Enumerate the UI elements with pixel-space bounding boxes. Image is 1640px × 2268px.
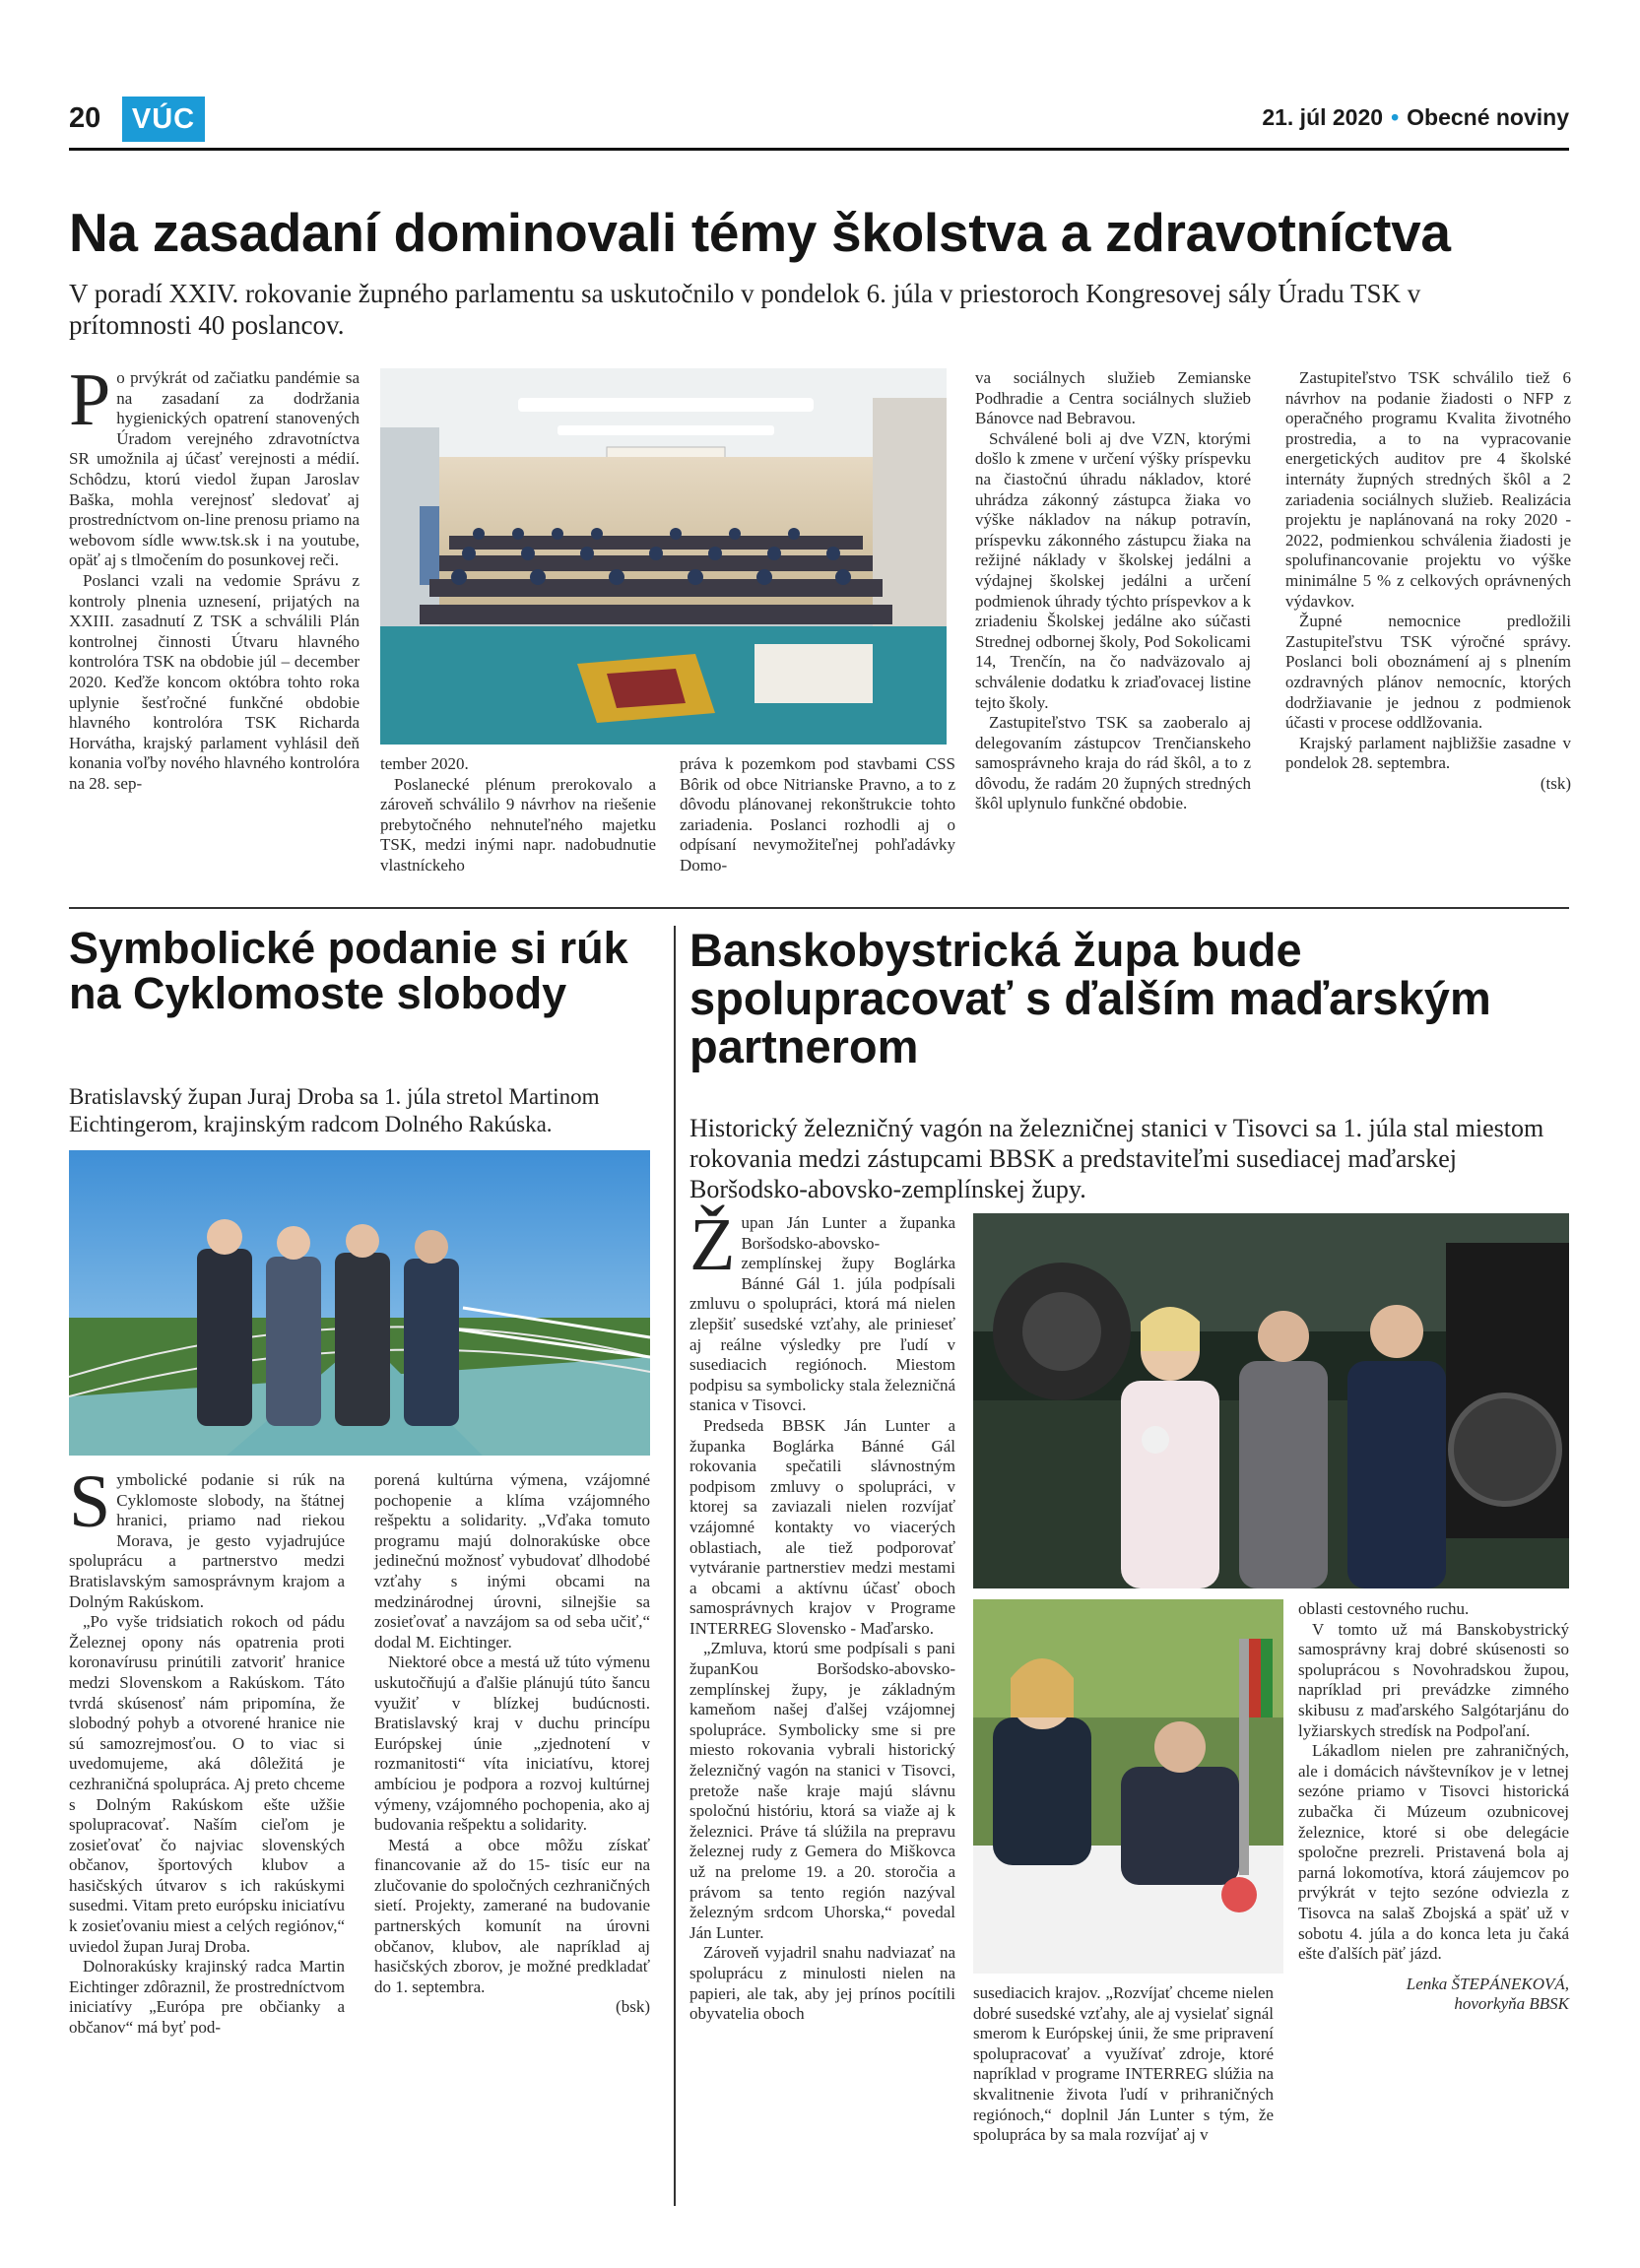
paragraph: upan Ján Lunter a županka Boršodsko-abovsko-zemplínskej župy Boglárka Bánné Gál 1. júla podpísali zmluvu o spolupráci, ktorá má nielen zlepšiť susedské vzťahy, ale prinieseť aj reálne výsledky pre ľudí v susediacich regiónoch. Miestom podpisu sa symbolicky stala železničná stanica v Tisovci. xyxy=(689,1213,955,1415)
article1-column-1 xyxy=(69,358,360,794)
dropcap: S xyxy=(69,1460,111,1543)
paragraph: Schválené boli aj dve VZN, ktorými došlo k zmene v určení výšky príspevku na čiastočnú úhradu nákladov, ktoré uhrádza zákonný zástupca žiaka vo výške nákladov na nákup potravín, príspevku zákonného zástupcu žiaka na režijné náklady v školskej jedálni a výdajnej školskej jedálni a určení podmienok úhrady týchto príspevkov a k zriadeniu Školskej jedálne ako súčasti Strednej odbornej školy, Pod Sokolicami 14, Trenčín, na čo nadväzovalo aj schválenie dodatku k zriaďovacej listine tejto školy. xyxy=(975,428,1251,712)
article1-headline: Na zasadaní dominovali témy školstva a zdravotníctva xyxy=(69,202,1451,263)
article3-column-2 xyxy=(973,1983,1274,2146)
paragraph: va sociálnych služieb Zemianske Podhradie a Centra sociálnych služieb Bánovce nad Bebravou. xyxy=(975,368,1251,428)
article3-column-1 xyxy=(689,1203,955,2025)
signing-ceremony-photo xyxy=(973,1599,1283,1974)
paragraph: Poslanecké plénum prerokovalo a zároveň schválilo 9 návrhov na riešenie prebytočného nehnuteľného majetku TSK, medzi inými napr. nadobudnutie vlastníckeho xyxy=(380,774,656,875)
dropcap: Ž xyxy=(689,1203,736,1286)
signature: (bsk) xyxy=(616,1997,650,2017)
article3-column-3 xyxy=(1298,1599,1569,2015)
article3-headline: Banskobystrická župa bude spolupracovať s ďalším maďarským partnerom xyxy=(689,924,1491,1072)
issue-date: 21. júl 2020 xyxy=(1262,104,1384,130)
header-rule xyxy=(69,148,1569,151)
dropcap: P xyxy=(69,358,111,441)
paragraph: Niektoré obce a mestá už túto výmenu uskutočňujú a ďalšie plánujú túto šancu využiť v blízkej budúcnosti. Bratislavský kraj v duchu princípu Európskej únie „zjednotení v rozmanitosti“ víta iniciatívu, ktorej ambíciou je podpora a rozvoj kultúrnej výmeny, vzájomného pochopenia, ako aj budovania rešpektu a solidarity. xyxy=(374,1652,650,1835)
paragraph: V tomto už má Banskobystrický samosprávny kraj dobré skúsenosti so spoluprácou s Novohradskou župou, napríklad pri prevádzke zimného skibusu z maďarského Salgótarjánu do lyžiarskych stredísk na Podpoľaní. xyxy=(1298,1619,1569,1740)
separator-dot: • xyxy=(1391,104,1400,130)
paragraph: „Zmluva, ktorú sme podpísali s pani županKou Boršodsko-abovsko-zemplínskej župy, je základným kameňom našej ďalšej vzájomnej spolupráce. Symbolicky sme si pre miesto rokovania vybrali historický železničný vagón na stanici v Tisovci, pretože naše kraje majú slávnu spoločnú históriu, ktorá sa viaže aj k železnici. Práve tá slúžila na prepravu železnej rudy z Gemera do Miškovca už na prelome 19. a 20. storočia a právom sa tento región nazýval železným srdcom Uhorska,“ povedal Ján Lunter. xyxy=(689,1639,955,1942)
paragraph: Zastupiteľstvo TSK sa zaoberalo aj delegovaním zástupcov Trenčianskeho samosprávneho kraja do rád škôl, a to z dôvodu, že radám 20 župných stredných škôl uplynulo funkčné obdobie. xyxy=(975,713,1251,813)
signature: (tsk) xyxy=(1540,773,1571,793)
newspaper-name: Obecné noviny xyxy=(1407,104,1569,130)
paragraph: susediacich krajov. „Rozvíjať chceme nielen dobré susedské vzťahy, ale aj vysielať signál smerom k Európskej únii, že sme pripravení spolupracovať a využívať zdroje, ktoré napríklad v programe INTERREG slúžia na skvalitnenie života ľudí v prihraničných regiónoch,“ doplnil Ján Lunter s tým, že spolupráca by sa mala rozvíjať aj v xyxy=(973,1983,1274,2145)
article2-column-1 xyxy=(69,1460,345,2039)
paragraph: oblasti cestovného ruchu. xyxy=(1298,1599,1470,1618)
paragraph: Krajský parlament najbližšie zasadne v pondelok 28. septembra. xyxy=(1285,733,1571,773)
bridge-handshake-photo xyxy=(69,1150,650,1456)
paragraph: ymbolické podanie si rúk na Cyklomoste slobody, na štátnej hranici, priamo nad riekou Morava, je gesto vyjadrujúce spoluprácu a partnerstvo medzi Bratislavským samosprávnym krajom a Dolným Rakúskom. xyxy=(69,1470,345,1611)
paragraph: o prvýkrát od začiatku pandémie sa na zasadaní za dodržania hygienických opatrení stanovených Úradom verejného zdravotníctva SR umožnila aj účasť verejnosti a médií. Schôdzu, ktorú viedol župan Jaroslav Baška, mohla verejnosť sledovať aj prostredníctvom on-line prenosu priamo na webovom sídle www.tsk.sk i na youtube, opäť aj s tlmočením do posunkovej reči. xyxy=(69,368,360,570)
article1-column-3 xyxy=(680,754,955,876)
paragraph: Dolnorakúsky krajinský radca Martin Eichtinger zdôraznil, že prostredníctvom iniciatívy „Európa pre občianky a občanov“ má byť pod- xyxy=(69,1957,345,2038)
article2-column-2 xyxy=(374,1470,650,2018)
article3-lead: Historický železničný vagón na železničnej stanici v Tisovci sa 1. júla stal miestom rokovania medzi zástupcami BBSK a predstaviteľmi susediacej maďarskej Boršodsko-abovsko-zemplínskej župy. xyxy=(689,1114,1544,1203)
paragraph: Župné nemocnice predložili Zastupiteľstvu TSK výročné správy. Poslanci boli oboznámení aj s plnením ozdravných plánov nemocníc, ktorých dodržiavanie je jednou z podmienok účasti v procese oddlžovania. xyxy=(1285,612,1571,733)
paragraph: Poslanci vzali na vedomie Správu z kontroly plnenia uznesení, prijatých na XXIII. zasadnutí Z TSK a schválili Plán kontrolnej činnosti Útvaru hlavného kontrolóra TSK na obdobie júl – december 2020. Keďže koncom októbra tohto roka uplynie šesťročné funkčné obdobie hlavného kontrolóra TSK Richarda Horvátha, krajský parlament vyhlásil deň konania voľby nového hlavného kontrolóra na 28. sep- xyxy=(69,570,360,793)
signature-name: Lenka ŠTEPÁNEKOVÁ, xyxy=(1406,1974,1569,1993)
paragraph: Zastupiteľstvo TSK schválilo tiež 6 návrhov na podanie žiadosti o NFP z operačného programu Kvalita životného prostredia, a to na vypracovanie energetických auditov pre 4 školské internáty župných stredných škôl a 2 zariadenia sociálnych služieb. Realizácia projektu je naplánovaná na roky 2020 - 2022, podmienkou schválenia žiadosti je spolufinancovanie projektu vo výške minimálne 5 % z celkových oprávnených výdavkov. xyxy=(1285,368,1571,611)
section-tag: VÚC xyxy=(122,97,205,142)
paragraph: Lákadlom nielen pre zahraničných, ale i domácich návštevníkov je v letnej sezóne priamo v Tisovci historická zubačka či Múzeum ozubnicovej železnice, ktoré si obe delegácie spoločne prezreli. Pristavená bola aj parná lokomotíva, ktorá záujemcov po prvýkrát v tejto sezóne odviezla z Tisovca na salaš Zbojská a späť už v sobotu 4. júla a do konca leta ju čaká ešte ďalších päť jázd. xyxy=(1298,1741,1569,1964)
paragraph: tember 2020. xyxy=(380,754,469,773)
locomotive-meeting-photo xyxy=(973,1213,1569,1588)
article1-column-5 xyxy=(1285,368,1571,794)
article2-lead: Bratislavský župan Juraj Droba sa 1. júla stretol Martinom Eichtingerom, krajinským radcom Dolného Rakúska. xyxy=(69,1084,600,1136)
paragraph: práva k pozemkom pod stavbami CSS Bôrik od obce Nitrianske Pravno, a to z dôvodu plánovanej rekonštrukcie tohto zariadenia. Poslanci rozhodli aj o odpísaní nevymožiteľnej pohľadávky Domo- xyxy=(680,754,955,875)
article1-column-2 xyxy=(380,754,656,876)
assembly-hall-photo xyxy=(380,368,947,745)
paragraph: Mestá a obce môžu získať financovanie až do 15- tisíc eur na zlučovanie do spoločných cezhraničných sietí. Projekty, zamerané na budovanie partnerských komunít na úrovni občanov, klubov, ale napríklad aj hasičských zborov, je možné predkladať do 1. septembra. xyxy=(374,1835,650,1996)
paragraph: Zároveň vyjadril snahu nadviazať na spoluprácu z minulosti nielen na papieri, ale tak, aby jej prínos pocítili obyvatelia oboch xyxy=(689,1943,955,2024)
paragraph: porená kultúrna výmena, vzájomné pochopenie a klíma vzájomného rešpektu a solidarity. „Vďaka tomuto programu majú dolnorakúske obce jedinečnú možnosť vybudovať dlhodobé vzťahy s inými obcami na medzinárodnej úrovni, silnejšie sa zosieťovať a navzájom sa od seba učiť,“ dodal M. Eichtinger. xyxy=(374,1470,650,1652)
article1-lead: V poradí XXIV. rokovanie župného parlamentu sa uskutočnilo v pondelok 6. júla v priestoroch Kongresovej sály Úradu TSK v prítomnosti 40 poslancov. xyxy=(69,279,1421,340)
paragraph: „Po vyše tridsiatich rokoch od pádu Železnej opony nás opatrenia proti koronavírusu prinútili zatvoriť hranice medzi Slovenskom a Rakúskom. Táto tvrdá skúsenosť nám pripomína, že slobodný pohyb a otvorené hranice nie sú samozrejmosťou. O to viac si uvedomujeme, aká dôležitá je cezhraničná spolupráca. Aj preto chceme s Dolným Rakúskom ešte užšie spolupracovať. Naším cieľom je zosieťovať čo najviac slovenských občanov, športových klubov a hasičských útvarov s ich rakúskymi susedmi. Vitam preto európsku iniciatívu k zosieťovaniu miest a celých regiónov,“ uviedol župan Juraj Droba. xyxy=(69,1612,345,1956)
article1-column-4 xyxy=(975,368,1251,814)
issue-info xyxy=(1262,104,1569,131)
signature-role: hovorkyňa BBSK xyxy=(1454,1994,1569,2014)
page-number: 20 xyxy=(69,102,101,134)
paragraph: Predseda BBSK Ján Lunter a županka Boglárka Bánné Gál rokovania spečatili slávnostným podpisom zmluvy o spolupráci, v ktorej sa zaviazali nielen rozvíjať vzájomné kontakty vo viacerých oblastiach, ale tiež podporovať vytváranie partnerstiev medzi mestami a obcami a aktívnu účasť oboch samosprávnych krajov v Programe INTERREG Slovensko - Maďarsko. xyxy=(689,1415,955,1638)
section-divider xyxy=(69,907,1569,909)
article2-headline: Symbolické podanie si rúk na Cyklomoste slobody xyxy=(69,923,628,1018)
column-divider xyxy=(674,926,676,2206)
